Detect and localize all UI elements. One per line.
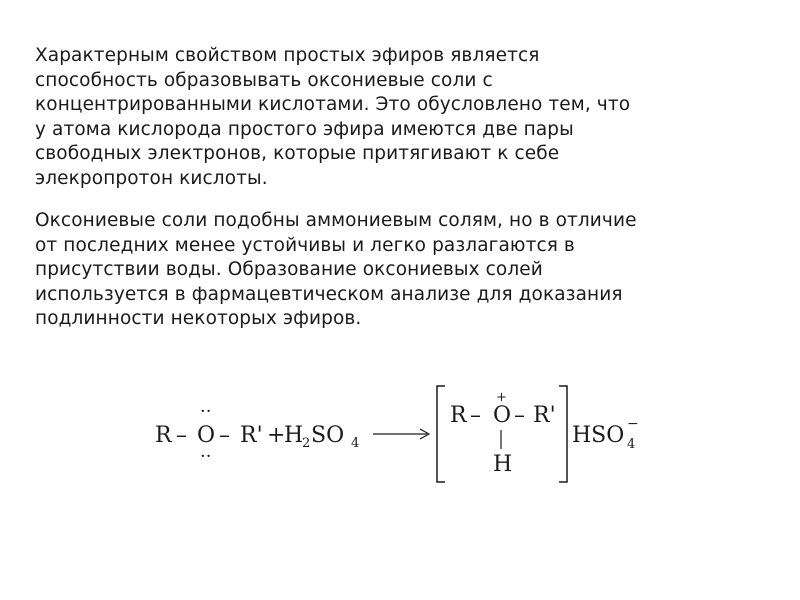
paragraph-line: концентрированными кислотами. Это обусловлено тем, что (35, 94, 631, 115)
paragraph-line: от последних менее устойчивы и легко разлагаются в (35, 234, 575, 256)
acid-so-subscript: 4 (351, 436, 360, 451)
reactant-r1: R (155, 423, 172, 448)
paragraph-line: используется в фармацевтическом анализе для доказания (35, 283, 623, 305)
product-dash-2: – (514, 403, 525, 428)
reaction-arrow (373, 429, 429, 439)
right-bracket (559, 386, 567, 482)
anion-charge: − (627, 416, 639, 432)
paragraph-line: свободных электронов, которые притягивают к себе (35, 143, 560, 164)
product-r1: R (450, 403, 467, 428)
acid-h: H (284, 423, 304, 448)
plus-sign: + (267, 423, 286, 448)
paragraph-line: элекропротон кислоты. (35, 167, 268, 189)
reactant-dash-1: – (176, 423, 187, 448)
product-oxygen: O (493, 403, 512, 428)
paragraph-line: подлинности некоторых эфиров. (35, 308, 362, 329)
anion-hso: HSO (572, 423, 625, 448)
anion-subscript: 4 (627, 437, 636, 452)
lone-pair-top: ·· (200, 401, 212, 422)
paragraph-ether-properties (35, 44, 770, 191)
oxonium-charge: + (496, 390, 507, 405)
reactant-oxygen: O (197, 423, 216, 448)
paragraph-line: Оксониевые соли подобны аммониевым солям, но в отличие (35, 210, 637, 231)
reaction-equation (0, 370, 800, 490)
acid-so: SO (311, 423, 345, 448)
paragraph-line: у атома кислорода простого эфира имеются две пары (35, 118, 574, 140)
reactant-r2: R' (240, 423, 263, 448)
reactant-dash-2: – (219, 423, 230, 448)
lone-pair-bottom: ·· (200, 446, 212, 467)
reactant-ether (155, 401, 359, 467)
paragraph-line: способность образовывать оксониевые соли с (35, 69, 493, 91)
left-bracket (437, 386, 445, 482)
product-dash-1: – (470, 403, 481, 428)
product-oxonium-salt (437, 386, 639, 482)
acid-h-subscript: 2 (302, 436, 311, 451)
paragraph-line: Характерным свойством простых эфиров является (35, 45, 540, 66)
paragraph-oxonium-salts (35, 209, 770, 332)
product-r2: R' (533, 403, 556, 428)
paragraph-line: присутствии воды. Образование оксониевых солей (35, 259, 543, 280)
product-hydrogen: H (493, 452, 513, 477)
